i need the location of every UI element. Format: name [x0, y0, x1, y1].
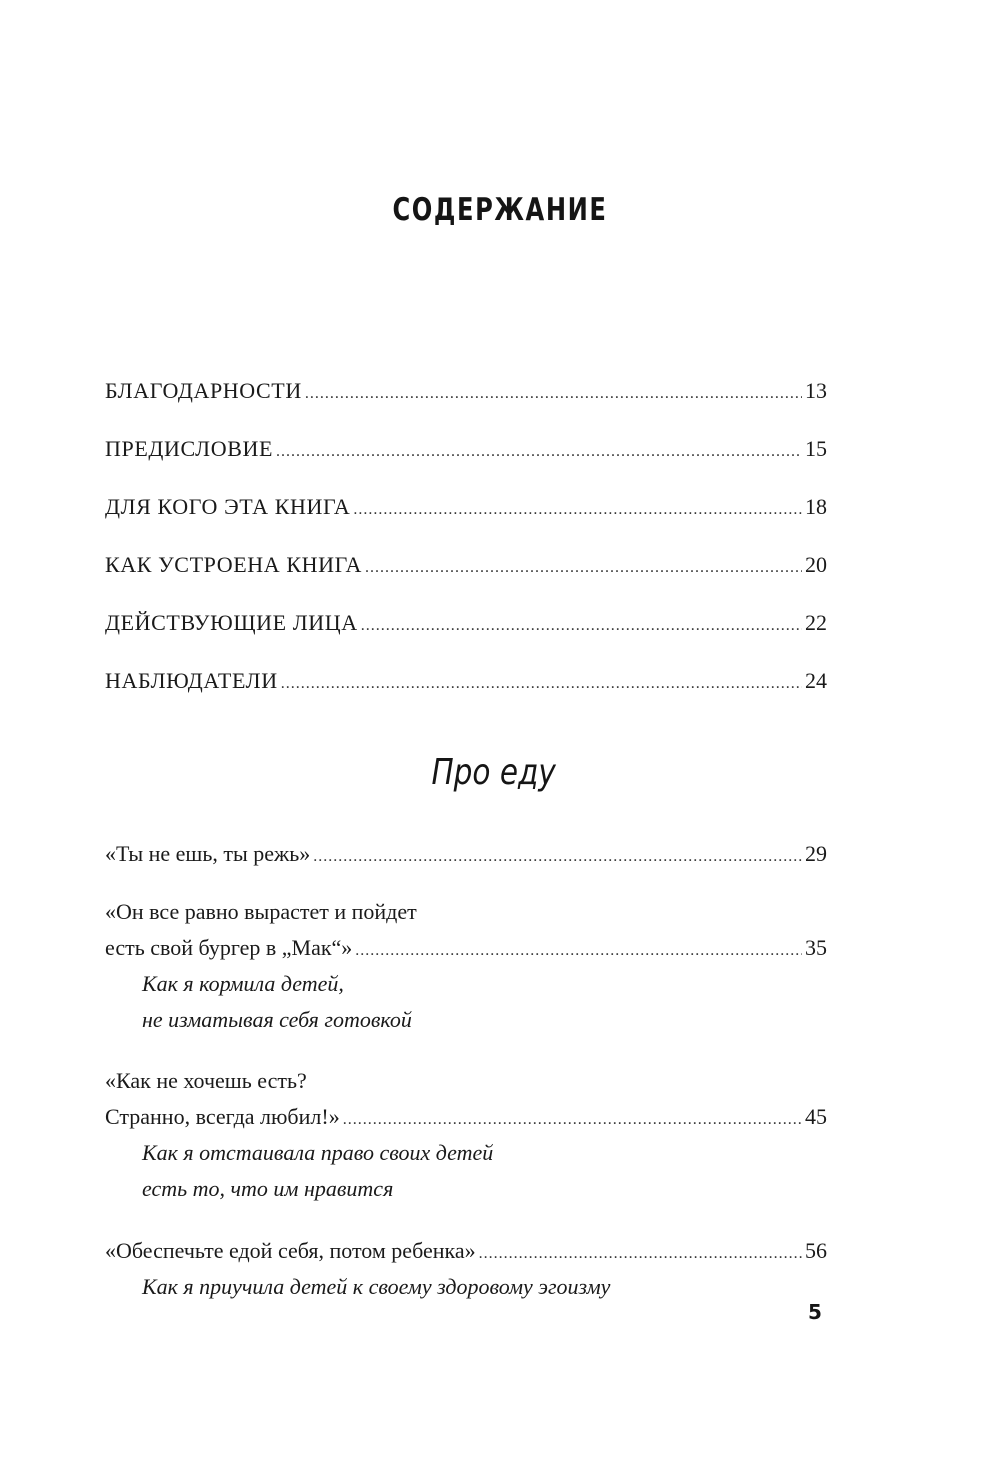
- chapter-entry[interactable]: [105, 1063, 827, 1207]
- toc-entry[interactable]: [105, 431, 827, 467]
- toc-entry-page: 15: [805, 436, 827, 461]
- chapter-title-cont: Странно, всегда любил!»: [105, 1104, 340, 1129]
- leader-dots: [343, 1102, 802, 1138]
- chapter-entry[interactable]: [105, 894, 827, 1038]
- page-number: 5: [808, 1300, 822, 1324]
- leader-dots: [365, 550, 802, 586]
- chapter-title: «Ты не ешь, ты режь»: [105, 841, 311, 866]
- chapter-page: 29: [805, 841, 827, 866]
- leader-dots: [353, 492, 802, 528]
- toc-entry-page: 20: [805, 552, 827, 577]
- chapter-subtitle: не изматывая себя готовкой: [142, 1007, 412, 1032]
- chapter-subtitle: Как я приучила детей к своему здоровому эгоизму: [142, 1274, 611, 1299]
- toc-entry[interactable]: [105, 663, 827, 699]
- toc-entry[interactable]: [105, 489, 827, 525]
- leader-dots: [479, 1236, 802, 1272]
- toc-entry-label: ДЕЙСТВУЮЩИЕ ЛИЦА: [105, 610, 358, 635]
- chapter-subtitle: есть то, что им нравится: [142, 1176, 394, 1201]
- chapter-page: 45: [805, 1104, 827, 1129]
- chapter-title: «Обеспечьте едой себя, потом ребенка»: [105, 1238, 476, 1263]
- chapter-subtitle: Как я кормила детей,: [142, 971, 344, 996]
- page-title: СОДЕРЖАНИЕ: [392, 192, 608, 228]
- toc-entry-label: КАК УСТРОЕНА КНИГА: [105, 552, 362, 577]
- toc-entry-page: 22: [805, 610, 827, 635]
- chapter-title: «Он все равно вырастет и пойдет: [105, 899, 417, 924]
- chapter-title-row: [105, 930, 827, 966]
- chapter-title-row: [105, 836, 827, 872]
- chapter-title-row: [105, 1233, 827, 1269]
- leader-dots: [281, 666, 802, 702]
- section-heading: Про еду: [431, 752, 556, 793]
- toc-entry[interactable]: [105, 547, 827, 583]
- toc-entry-page: 18: [805, 494, 827, 519]
- front-matter-list: [105, 373, 827, 699]
- toc-entry-label: ПРЕДИСЛОВИЕ: [105, 436, 273, 461]
- chapter-title-cont: есть свой бургер в „Мак“»: [105, 935, 353, 960]
- leader-dots: [313, 839, 802, 875]
- chapter-entry[interactable]: [105, 836, 827, 872]
- leader-dots: [276, 434, 802, 470]
- chapter-title: «Как не хочешь есть?: [105, 1068, 307, 1093]
- chapter-subtitle: Как я отстаивала право своих детей: [142, 1140, 494, 1165]
- leader-dots: [355, 933, 802, 969]
- toc-entry-page: 13: [805, 378, 827, 403]
- toc-entry[interactable]: [105, 605, 827, 641]
- chapter-page: 35: [805, 935, 827, 960]
- toc-entry-label: ДЛЯ КОГО ЭТА КНИГА: [105, 494, 351, 519]
- chapter-entry[interactable]: [105, 1233, 827, 1305]
- chapter-title-row: [105, 1099, 827, 1135]
- toc-entry-page: 24: [805, 668, 827, 693]
- toc-entry[interactable]: [105, 373, 827, 409]
- toc-entry-label: НАБЛЮДАТЕЛИ: [105, 668, 278, 693]
- leader-dots: [361, 608, 802, 644]
- toc-entry-label: БЛАГОДАРНОСТИ: [105, 378, 302, 403]
- leader-dots: [305, 376, 802, 412]
- chapter-page: 56: [805, 1238, 827, 1263]
